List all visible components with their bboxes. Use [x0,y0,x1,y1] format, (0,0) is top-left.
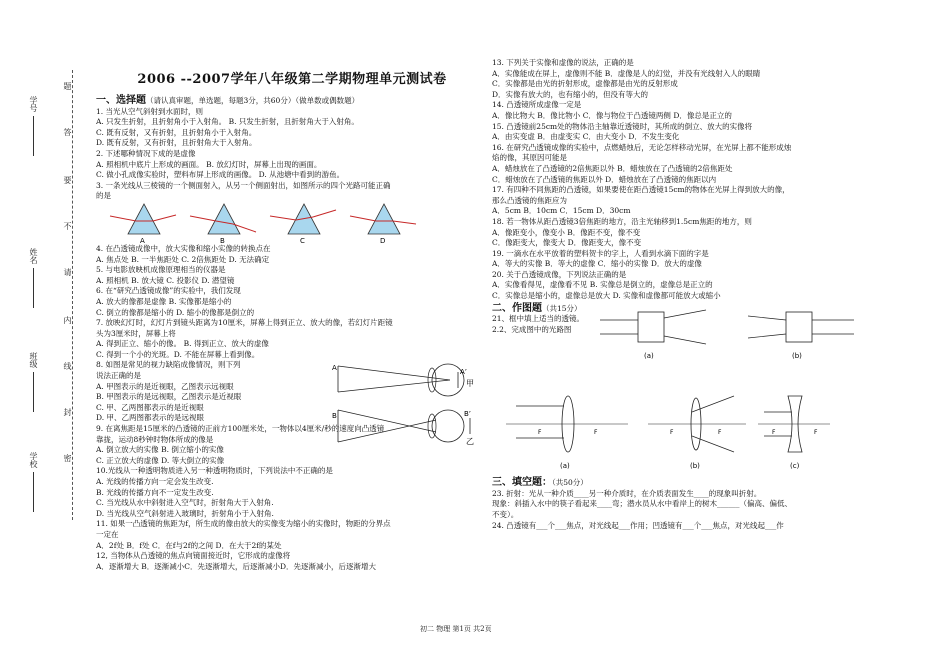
option-line: B. 光线的传播方向不一定发生改变. [96,487,214,497]
option-line: D. 当光线从空气斜射进入玻璃时，折射角小于入射角. [96,508,274,518]
question-line: 一定在 [96,529,119,539]
section-drawing: 二、作图题（共15分） [492,302,582,314]
option-line: A．实像看得见，虚像看不见 B. 实像总是倒立的，虚像总是正立的 [492,280,713,290]
lens-label: (b) [690,462,700,471]
question-line: 21、框中填上适当的透镜。 [492,314,585,324]
question-line: 10.光线从一种透明物质进入另一种透明物质时，下列说法中不正确的是 [96,466,333,476]
option-line: A．由实变虚 B．由虚变实 C．由大变小 D．不发生变化 [492,132,680,142]
prism-figure [96,202,480,244]
option-line: C．蜡烛放在了凸透镜的焦距以外 D．蜡烛放在了凸透镜的焦距以内 [492,174,717,184]
option-line: 现象：斜插入水中的筷子看起来____弯；潜水员从水中看岸上的树木______（偏高、偏低、 [492,499,792,509]
question-line: 8. 如图是常见的视力缺陷成像情况，则下列 [96,360,241,370]
prism-c [270,204,336,234]
option-line: A．5cm B．10cm C．15cm D．30cm [492,206,631,216]
option-line: A. 倒立放大的实像 B. 倒立缩小的实像 [96,445,224,455]
seal-mark: 题 [63,82,72,90]
option-line: A. 照相机中底片上形成的画面。 B. 放幻灯时，屏幕上出现的画面。 [96,159,322,169]
lens-box-figure [582,304,878,362]
option-line: C．实像都是由光的折射形成，虚像都是由光的反射形成 [492,79,678,89]
focus-label: F [594,429,598,437]
focus-label: F [538,429,542,437]
section-choice: 一、选择题（请认真审题，单选题，每题3分，共60分）（做单数或偶数题） [96,95,360,106]
seal-mark: 封 [63,408,72,416]
option-line: C. 做小孔成像实验时，塑料布屏上形成的画像。 D. 从池塘中看到的游鱼。 [96,170,345,180]
option-line: A．蜡烛放在了凸透镜的2倍焦距以外 B．蜡烛放在了凸透镜的2倍焦距处 [492,163,733,173]
option-line: A. 只发生折射，且折射角小于入射角。 B. 只发生折射，且折射角大于入射角。 [96,117,359,127]
option-line: C. 正立放大的虚像 D. 等大倒立的实像 [96,455,225,465]
option-line: A．像距变小，像变小 B．像距不变，像不变 [492,227,641,237]
seal-mark: 不 [63,222,72,230]
label-b: B [332,411,337,420]
option-line: C．实像总是缩小的，虚像总是放大 D. 实像和虚像都可能放大或缩小 [492,291,721,301]
option-line: D. 既有反射，又有折射，且折射角大于入射角。 [96,138,257,148]
question-line: 5. 与电影放映机成像原理相当的仪器是 [96,265,226,275]
option-line: D. 甲、乙两图都表示的是远视眼 [96,413,205,423]
question-line: 18. 若一物体从距凸透镜3倍焦距的地方，沿主光轴移到1.5cm焦距的地方，则 [492,216,752,226]
lens-diagram-a [506,396,628,470]
question-line: 4. 在凸透镜成像中，放大实像和缩小实像的转换点在 [96,243,271,253]
prism-diagram [96,202,426,244]
question-line: 3. 一条光线从三棱镜的一个侧面射入，从另一个侧面射出，如图所示的四个光路可能正确 [96,180,391,190]
focus-label: F [772,429,776,437]
option-line: A．逐渐增大 B．逐渐减小C．先逐渐增大，后逐渐减小D．先逐渐减小，后逐渐增大 [96,561,377,571]
option-line: C. 倒立的像都是缩小的 D. 缩小的像都是倒立的 [96,307,255,317]
box-label: (b) [792,352,802,361]
prism-d [350,204,416,234]
prism-b [190,204,256,234]
binding-strip [0,0,78,650]
question-line: 焰的像，其原因可能是 [492,153,567,163]
seal-mark: 密 [63,454,72,462]
question-line: 12, 当物体从凸透镜的焦点向镜面接近时，它形成的虚像将 [96,551,291,561]
questions-1-3 [96,107,480,202]
box-diagram-b [748,312,854,360]
option-line: A. 光线的传播方向一定会发生改变. [96,477,214,486]
label-a-prime: A’ [460,367,468,376]
left-column [96,72,480,572]
question-line: 头为3厘米时，屏幕上将 [96,328,176,338]
option-line: A．像比物大 B．像比物小 C．像与物位于凸透镜两侧 D．像总是正立的 [492,110,732,120]
option-line: C. 得到一个小的光斑。D. 不能在屏幕上看到像。 [96,349,260,359]
label-jia: 甲 [466,378,474,388]
question-line: 19. 一滴水在水平放着的塑料贺卡的字上，人看到水滴下面的字是 [492,248,709,258]
question-line: 6. 在“研究凸透镜成像”的实验中，我们发现 [96,286,241,296]
box-diagram-a [600,310,706,360]
label-yi: 乙 [466,436,474,446]
option-line: A．实像能成在屏上，虚像则不能 B．虚像是人的幻觉，并没有光线射入人的眼睛 [492,68,761,78]
question-line: 20. 关于凸透镜成像，下列说法正确的是 [492,269,627,279]
question-line: 2.2、完成图中的光路图 [492,324,572,334]
option-line: A. 甲图表示的是近视眼，乙图表示远视眼 [96,381,234,391]
lens-diagram-c [758,396,830,470]
question-line: 的是 [96,191,111,201]
lens-label: (c) [790,462,800,471]
question-line: 靠拢，运动8秒钟时物体所成的像是 [96,434,214,444]
eye-diagram-yi [332,410,474,446]
question-line: 24. 凸透镜有___个___焦点，对光线起___作用；凹透镜有___个___焦点，对光线起___作 [492,520,784,530]
question-line: 那么凸透镜的焦距应为 [492,195,567,205]
box-label: (a) [644,352,654,361]
question-line: 11. 如果一凸透镜的焦距为f，所生成的像由放大的实像变为缩小的实像时，物距的分界点 [96,519,391,529]
eye-defect-figure [332,356,478,448]
option-line: A．等大的实像 B．等大的虚像 C．缩小的实像 D．放大的虚像 [492,259,702,269]
question-line: 16. 在研究凸透镜成像的实验中，点燃蜡烛后，无论怎样移动光屏，在光屏上都不能形成烛 [492,142,792,152]
lens-diagram-b [648,396,746,470]
question-line: 9. 在离焦距是15厘米的凸透镜的正前方100厘米处，一物体以4厘米/秒的速度向凸透镜 [96,424,385,434]
seal-mark: 内 [63,316,72,324]
question-line: 7. 放映幻灯时，幻灯片到镜头距离为10厘米，屏幕上得到正立、放大的像，若幻灯片距镜 [96,318,393,328]
question-line: 说法正确的是 [96,371,141,381]
seal-mark: 答 [63,128,72,136]
right-column [492,58,880,531]
option-line: C. 既有反射，又有折射，且折射角小于入射角。 [96,127,257,137]
field-school: 学校 [28,452,39,512]
option-line: A. 照相机 B. 放大镜 C. 投影仪 D. 潜望镜 [96,275,235,285]
section-fill: 三、填空题：（共50分） [492,477,588,489]
binding-line [72,70,73,520]
question-line: 15. 凸透镜前25cm处的物体沿主轴靠近透镜时，其所成的倒立、放大的实像将 [492,121,753,131]
field-name: 姓名 [28,248,39,308]
option-line: C. 甲、乙两图都表示的是近视眼 [96,402,204,412]
option-line: B. 甲图表示的是远视眼，乙图表示是近视眼 [96,392,242,402]
question-line: 2. 下述哪种情况下成的是虚像 [96,148,196,158]
question-line: 14. 凸透镜所成虚像一定是 [492,100,582,110]
question-line: 17. 有四种不同焦距的凸透镜，如果要使在距凸透镜15cm的物体在光屏上得到放大的像， [492,185,790,195]
drawing-area [492,314,880,476]
prism-label: D [380,236,386,244]
focus-label: F [814,429,818,437]
questions-4-12 [96,244,480,572]
label-b-prime: B’ [464,409,472,418]
option-line: 不变）。 [492,510,519,520]
field-class: 班级 [28,352,39,412]
prism-label: C [300,236,305,244]
seal-mark: 线 [63,362,72,370]
page-title: 2006 --2007学年八年级第二学期物理单元测试卷 [137,72,447,87]
option-line: C. 当光线从水中斜射进入空气时，折射角大于入射角. [96,498,274,508]
prism-label: B [220,236,225,244]
seal-mark: 请 [63,268,72,276]
focus-label: F [718,429,722,437]
prism-label: A [140,236,145,244]
option-line: A. 放大的像都是虚像 B. 实像都是缩小的 [96,296,232,306]
option-line: A．2f处 B．f处 C．在f与2f的之间 D．在大于2f的某处 [96,540,282,550]
seal-mark: 要 [63,176,72,184]
lens-label: (a) [560,462,570,471]
question-line: 1. 当光从空气斜射到水面时，则 [96,106,204,116]
prism-a [110,204,176,234]
eye-diagram-jia [332,364,474,396]
option-line: A. 焦点处 B. 一半焦距处 C. 2倍焦距处 D. 无法确定 [96,254,270,264]
option-line: D．实像有放大的，也有缩小的，但没有等大的 [492,89,649,99]
focus-label: F [670,429,674,437]
option-line: C．像距变大，像变大 D．像距变大，像不变 [492,238,642,248]
field-student-id: 学号 [28,96,39,156]
option-line: A. 得到正立、缩小的像。 B. 得到正立、放大的虚像 [96,339,269,349]
label-a: A [332,363,337,372]
page-footer: 初二 物理 第1页 共2页 [420,625,492,633]
question-line: 23. 折射：光从一种介质____另一种介质时，在介质表面发生____的现象叫折射。 [492,488,762,498]
lens-ray-figure [502,376,832,472]
question-line: 13. 下列关于实像和虚像的说法，正确的是 [492,58,634,67]
